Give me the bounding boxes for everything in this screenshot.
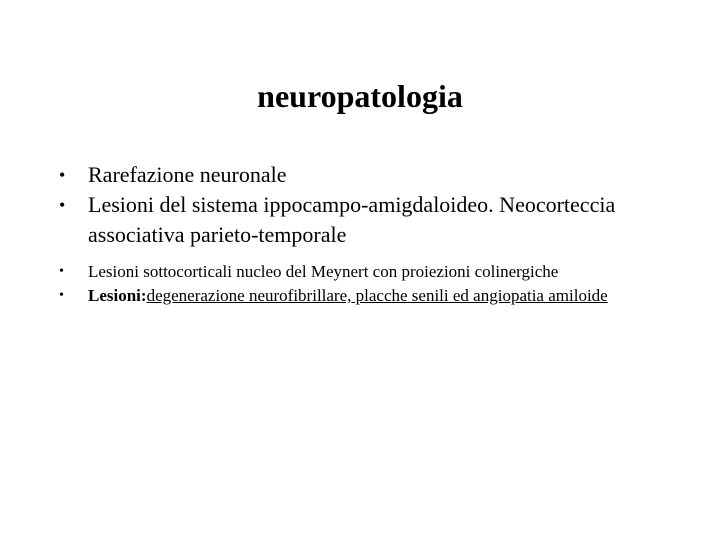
bullet-icon: • [59,264,64,279]
slide-title: neuropatologia [257,78,463,114]
bullet-icon: • [59,288,64,303]
list-item [59,284,679,308]
bullet-icon: • [59,165,66,185]
bullet-label: Lesioni: [88,286,147,305]
bullet-text: Lesioni sottocorticali nucleo del Meynert con proiezioni colinergiche [88,262,559,281]
bullet-text: Lesioni del sistema ippocampo-amigdaloideo. Neocorteccia associativa parieto-temporale [88,192,616,247]
bullet-text: Rarefazione neuronale [88,162,287,187]
bullet-list [59,160,679,308]
bullet-icon: • [59,195,66,215]
bullet-text: degenerazione neurofibrillare, placche senili ed angiopatia amiloide [146,286,608,305]
list-item [59,190,679,250]
list-item [59,260,679,284]
list-item [59,160,679,190]
